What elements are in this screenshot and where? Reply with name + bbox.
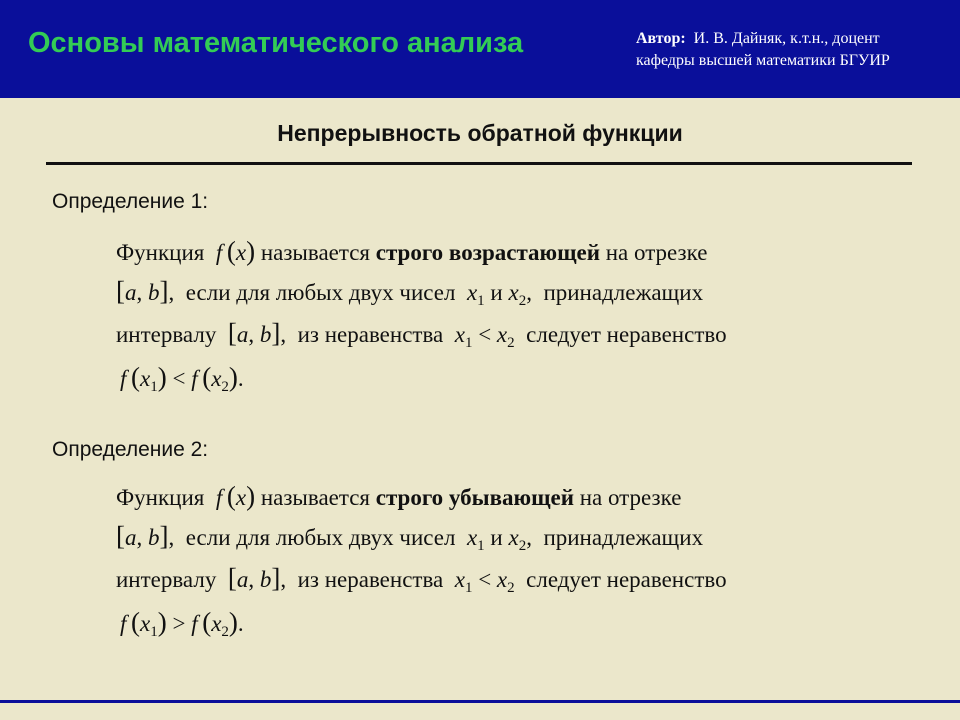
course-title: Основы математического анализа bbox=[28, 27, 524, 59]
title-divider bbox=[46, 162, 912, 165]
author-label: Автор bbox=[636, 30, 681, 47]
definition-1-term: строго возрастающей bbox=[375, 240, 600, 265]
definition-2-term: строго убывающей bbox=[375, 485, 574, 510]
definition-1-line-1: Функция f (x) называется строго возрастающей на отрезке bbox=[116, 236, 708, 266]
author-info bbox=[636, 28, 890, 72]
definition-2-line-3: интервалу [a, b], из неравенства $x_1 < x_2$ следует неравенство bbox=[116, 563, 727, 596]
author-name: И. В. Дайняк, к.т.н., доцент bbox=[693, 30, 880, 47]
definition-1-line-2: [a, b], если для любых двух чисел $x_1$ и $x_2$, принадлежащих bbox=[116, 276, 704, 309]
footer-divider bbox=[0, 700, 960, 703]
definition-2-line-2: [a, b], если для любых двух чисел $x_1$ и $x_2$, принадлежащих bbox=[116, 521, 704, 554]
definition-1-heading: Определение 1: bbox=[52, 190, 209, 213]
slide-title: Непрерывность обратной функции bbox=[277, 120, 683, 146]
definition-2-formula: f $(x_1) > f$ $(x_2)$. bbox=[120, 607, 244, 640]
author-line-2: кафедры высшей математики БГУИР bbox=[636, 52, 890, 69]
definition-1-line-3: интервалу [a, b], из неравенства $x_1 < x_2$ следует неравенство bbox=[116, 318, 727, 351]
author-line-1: Автор: И. В. Дайняк, к.т.н., доцент bbox=[636, 30, 880, 47]
definition-2-line-1: Функция f (x) называется строго убывающей на отрезке bbox=[116, 481, 682, 511]
header-bar bbox=[0, 0, 960, 98]
definition-2-heading: Определение 2: bbox=[52, 438, 209, 461]
definition-1-formula: f $(x_1) < f$ $(x_2)$. bbox=[120, 362, 244, 395]
